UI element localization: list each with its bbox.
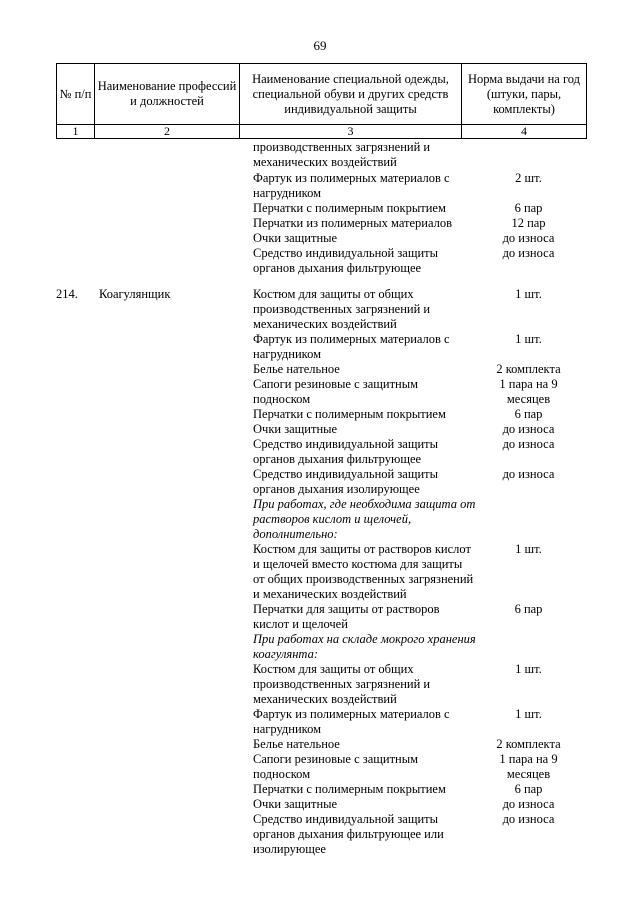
norm-value: 1 шт. bbox=[515, 542, 542, 556]
equipment-line: кислот и щелочей bbox=[253, 617, 348, 631]
header-col-number: № п/п bbox=[57, 64, 95, 125]
norm-value: 1 пара на 9 bbox=[499, 752, 558, 766]
equipment-line: Средство индивидуальной защиты bbox=[253, 246, 439, 260]
norm-value: 2 шт. bbox=[515, 171, 542, 185]
equipment-line: Перчатки с полимерным покрытием bbox=[253, 407, 446, 421]
condition-note: При работах, где необходима защита от bbox=[253, 497, 476, 511]
equipment-line: нагрудником bbox=[253, 186, 322, 200]
norm-value: 6 пар bbox=[514, 782, 543, 796]
norm-value: до износа bbox=[502, 437, 555, 451]
header-num-1: 1 bbox=[57, 125, 95, 139]
equipment-line: Фартук из полимерных материалов с bbox=[253, 332, 450, 346]
equipment-line: механических воздействий bbox=[253, 692, 397, 706]
norm-value: 1 шт. bbox=[515, 287, 542, 301]
equipment-line: Очки защитные bbox=[253, 797, 338, 811]
header-col-equipment: Наименование специальной одежды, специальной обуви и других средств индивидуальной защиты bbox=[240, 64, 462, 125]
equipment-line: Сапоги резиновые с защитным bbox=[253, 377, 419, 391]
equipment-line: Средство индивидуальной защиты bbox=[253, 812, 439, 826]
norm-value: 2 комплекта bbox=[496, 737, 561, 751]
equipment-line: производственных загрязнений и bbox=[253, 140, 431, 154]
norm-value: 2 комплекта bbox=[496, 362, 561, 376]
norm-value: до износа bbox=[502, 467, 555, 481]
header-col-profession: Наименование профессий и должностей bbox=[95, 64, 240, 125]
equipment-line: Сапоги резиновые с защитным bbox=[253, 752, 419, 766]
equipment-line: Средство индивидуальной защиты bbox=[253, 437, 439, 451]
header-col-norm: Норма выдачи на год (штуки, пары, комплекты) bbox=[462, 64, 587, 125]
norm-value: 6 пар bbox=[514, 602, 543, 616]
equipment-line: механических воздействий bbox=[253, 155, 397, 169]
equipment-line: Перчатки из полимерных материалов bbox=[253, 216, 453, 230]
norm-value: месяцев bbox=[506, 767, 551, 781]
page-number: 69 bbox=[313, 38, 327, 53]
norm-value: 1 шт. bbox=[515, 707, 542, 721]
norm-value: 1 шт. bbox=[515, 662, 542, 676]
equipment-line: Средство индивидуальной защиты bbox=[253, 467, 439, 481]
equipment-line: Белье нательное bbox=[253, 362, 340, 376]
header-num-4: 4 bbox=[462, 125, 587, 139]
equipment-line: производственных загрязнений и bbox=[253, 302, 431, 316]
equipment-line: механических воздействий bbox=[253, 317, 397, 331]
equipment-line: Очки защитные bbox=[253, 422, 338, 436]
equipment-line: Очки защитные bbox=[253, 231, 338, 245]
norm-value: до износа bbox=[502, 812, 555, 826]
table-header bbox=[56, 63, 587, 139]
equipment-line: Фартук из полимерных материалов с bbox=[253, 171, 450, 185]
equipment-line: Белье нательное bbox=[253, 737, 340, 751]
equipment-line: производственных загрязнений и bbox=[253, 677, 431, 691]
equipment-line: подноском bbox=[253, 392, 311, 406]
condition-note: При работах на складе мокрого хранения bbox=[253, 632, 476, 646]
equipment-line: Костюм для защиты от общих bbox=[253, 287, 414, 301]
entry-number: 214. bbox=[56, 287, 78, 301]
norm-value: 6 пар bbox=[514, 407, 543, 421]
equipment-line: нагрудником bbox=[253, 347, 322, 361]
norm-value: 1 шт. bbox=[515, 332, 542, 346]
condition-note: коагулянта: bbox=[253, 647, 319, 661]
equipment-line: и щелочей вместо костюма для защиты bbox=[253, 557, 463, 571]
equipment-line: органов дыхания фильтрующее bbox=[253, 261, 422, 275]
equipment-line: нагрудником bbox=[253, 722, 322, 736]
equipment-line: подноском bbox=[253, 767, 311, 781]
equipment-line: Перчатки для защиты от растворов bbox=[253, 602, 440, 616]
equipment-line: изолирующее bbox=[253, 842, 326, 856]
norm-value: 1 пара на 9 bbox=[499, 377, 558, 391]
norm-value: 12 пар bbox=[511, 216, 546, 230]
norm-value: до износа bbox=[502, 231, 555, 245]
header-num-2: 2 bbox=[95, 125, 240, 139]
norm-value: месяцев bbox=[506, 392, 551, 406]
equipment-line: органов дыхания фильтрующее bbox=[253, 452, 422, 466]
equipment-line: Перчатки с полимерным покрытием bbox=[253, 782, 446, 796]
norm-value: до износа bbox=[502, 422, 555, 436]
equipment-line: от общих производственных загрязнений bbox=[253, 572, 474, 586]
norm-value: до износа bbox=[502, 797, 555, 811]
norm-value: 6 пар bbox=[514, 201, 543, 215]
equipment-line: Костюм для защиты от растворов кислот bbox=[253, 542, 471, 556]
equipment-line: Перчатки с полимерным покрытием bbox=[253, 201, 446, 215]
equipment-line: органов дыхания изолирующее bbox=[253, 482, 420, 496]
header-num-3: 3 bbox=[240, 125, 462, 139]
equipment-line: и механических воздействий bbox=[253, 587, 407, 601]
norm-value: до износа bbox=[502, 246, 555, 260]
equipment-line: Костюм для защиты от общих bbox=[253, 662, 414, 676]
condition-note: растворов кислот и щелочей, bbox=[253, 512, 412, 526]
profession-name: Коагулянщик bbox=[99, 287, 171, 301]
condition-note: дополнительно: bbox=[253, 527, 338, 541]
equipment-line: Фартук из полимерных материалов с bbox=[253, 707, 450, 721]
equipment-line: органов дыхания фильтрующее или bbox=[253, 827, 444, 841]
